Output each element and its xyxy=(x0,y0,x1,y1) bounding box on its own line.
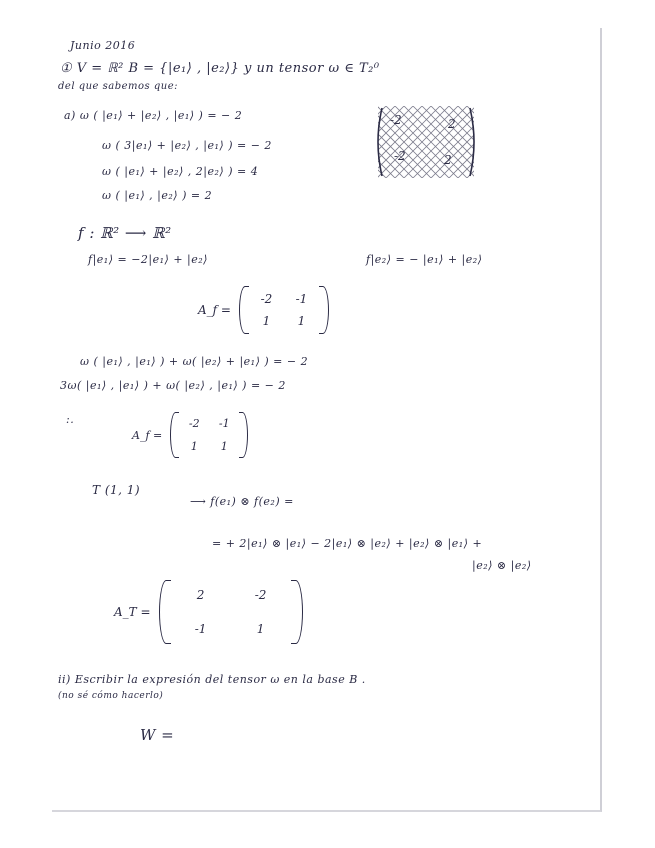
equation-1: ω ( |e₁⟩ , |e₁⟩ ) + ω( |e₂⟩ + |e₁⟩ ) = − 2 xyxy=(80,355,309,368)
matrix-af-repeat-left-bracket xyxy=(170,412,179,458)
sketch-value-22: 2 xyxy=(444,153,452,167)
hatch-line xyxy=(372,102,381,182)
hatch-line xyxy=(372,102,444,182)
matrix-af-entry-21: 1 xyxy=(262,314,271,328)
matrix-af-entry-11: -2 xyxy=(260,292,273,306)
notebook-page xyxy=(52,28,602,812)
matrix-af-entry-22: 1 xyxy=(297,314,306,328)
matrix-af-repeat-entry-12: -1 xyxy=(218,417,230,430)
hatched-matrix-sketch xyxy=(372,102,480,182)
matrix-af-entry-12: -1 xyxy=(295,292,308,306)
matrix-af-entries xyxy=(249,286,319,334)
tensor-line-lhs: T (1, 1) xyxy=(92,483,141,497)
matrix-af-repeat-right-bracket xyxy=(239,412,248,458)
hatched-matrix-drawing xyxy=(372,102,480,182)
matrix-at-entries xyxy=(171,580,291,644)
matrix-at xyxy=(114,580,303,644)
matrix-af-repeat-entry-22: 1 xyxy=(220,440,228,453)
sketch-value-11: -2 xyxy=(390,113,402,127)
map-image-e2: f|e₂⟩ = − |e₁⟩ + |e₂⟩ xyxy=(366,253,483,266)
matrix-at-entry-21: -1 xyxy=(194,622,207,636)
equation-2: 3ω( |e₁⟩ , |e₁⟩ ) + ω( |e₂⟩ , |e₁⟩ ) = − 2 xyxy=(60,379,286,392)
hatch-line xyxy=(372,102,444,182)
map-definition: f : ℝ² ⟶ ℝ² xyxy=(78,224,172,242)
hatch-line xyxy=(409,102,480,182)
problem-statement: ① V = ℝ² B = {|e₁⟩ , |e₂⟩} y un tensor ω ∈ T₂⁰ xyxy=(60,61,380,76)
sketch-left-bracket xyxy=(378,108,382,176)
given-condition-2: ω ( 3|e₁⟩ + |e₂⟩ , |e₁⟩ ) = − 2 xyxy=(102,139,272,152)
matrix-at-entry-11: 2 xyxy=(196,588,205,602)
hatch-line xyxy=(372,102,381,182)
given-condition-4: ω ( |e₁⟩ , |e₂⟩ ) = 2 xyxy=(102,189,213,202)
matrix-af-repeat xyxy=(132,412,248,458)
given-condition-3: ω ( |e₁⟩ + |e₂⟩ , 2|e₂⟩ ) = 4 xyxy=(102,165,259,178)
tensor-line-rhs: ⟶ f(e₁) ⊗ f(e₂) = xyxy=(190,495,294,508)
map-image-e1: f|e₁⟩ = −2|e₁⟩ + |e₂⟩ xyxy=(88,253,208,266)
matrix-af-repeat-entries xyxy=(179,412,239,458)
matrix-af-repeat-label: A_f = xyxy=(132,428,163,442)
part-ii-question: ii) Escribir la expresión del tensor ω en la base B . xyxy=(58,673,366,686)
matrix-af-repeat-entry-21: 1 xyxy=(190,440,198,453)
matrix-af-right-bracket xyxy=(319,286,329,334)
matrix-af xyxy=(198,286,329,334)
given-condition-1: a) ω ( |e₁⟩ + |e₂⟩ , |e₁⟩ ) = − 2 xyxy=(64,109,243,122)
tensor-expansion-continued: |e₂⟩ ⊗ |e₂⟩ xyxy=(472,559,532,572)
matrix-at-left-bracket xyxy=(159,580,171,644)
therefore-symbol: :. xyxy=(66,413,75,426)
part-ii-answer: W = xyxy=(140,726,175,744)
matrix-at-entry-22: 1 xyxy=(256,622,265,636)
problem-statement-continued: del que sabemos que: xyxy=(58,81,178,92)
matrix-af-repeat-entry-11: -2 xyxy=(188,417,200,430)
tensor-expansion: = + 2|e₁⟩ ⊗ |e₁⟩ − 2|e₁⟩ ⊗ |e₂⟩ + |e₂⟩ ⊗ |e₁⟩ + xyxy=(212,537,483,550)
matrix-at-right-bracket xyxy=(291,580,303,644)
matrix-at-entry-12: -2 xyxy=(254,588,267,602)
sketch-value-12: 2 xyxy=(448,117,456,131)
part-ii-note: (no sé cómo hacerlo) xyxy=(58,691,164,701)
sketch-value-21: -2 xyxy=(394,149,406,163)
matrix-at-label: A_T = xyxy=(114,605,151,619)
hatch-line xyxy=(409,102,480,182)
matrix-af-label: A_f = xyxy=(198,303,231,317)
date-heading: Junio 2016 xyxy=(70,39,136,52)
matrix-af-left-bracket xyxy=(239,286,249,334)
